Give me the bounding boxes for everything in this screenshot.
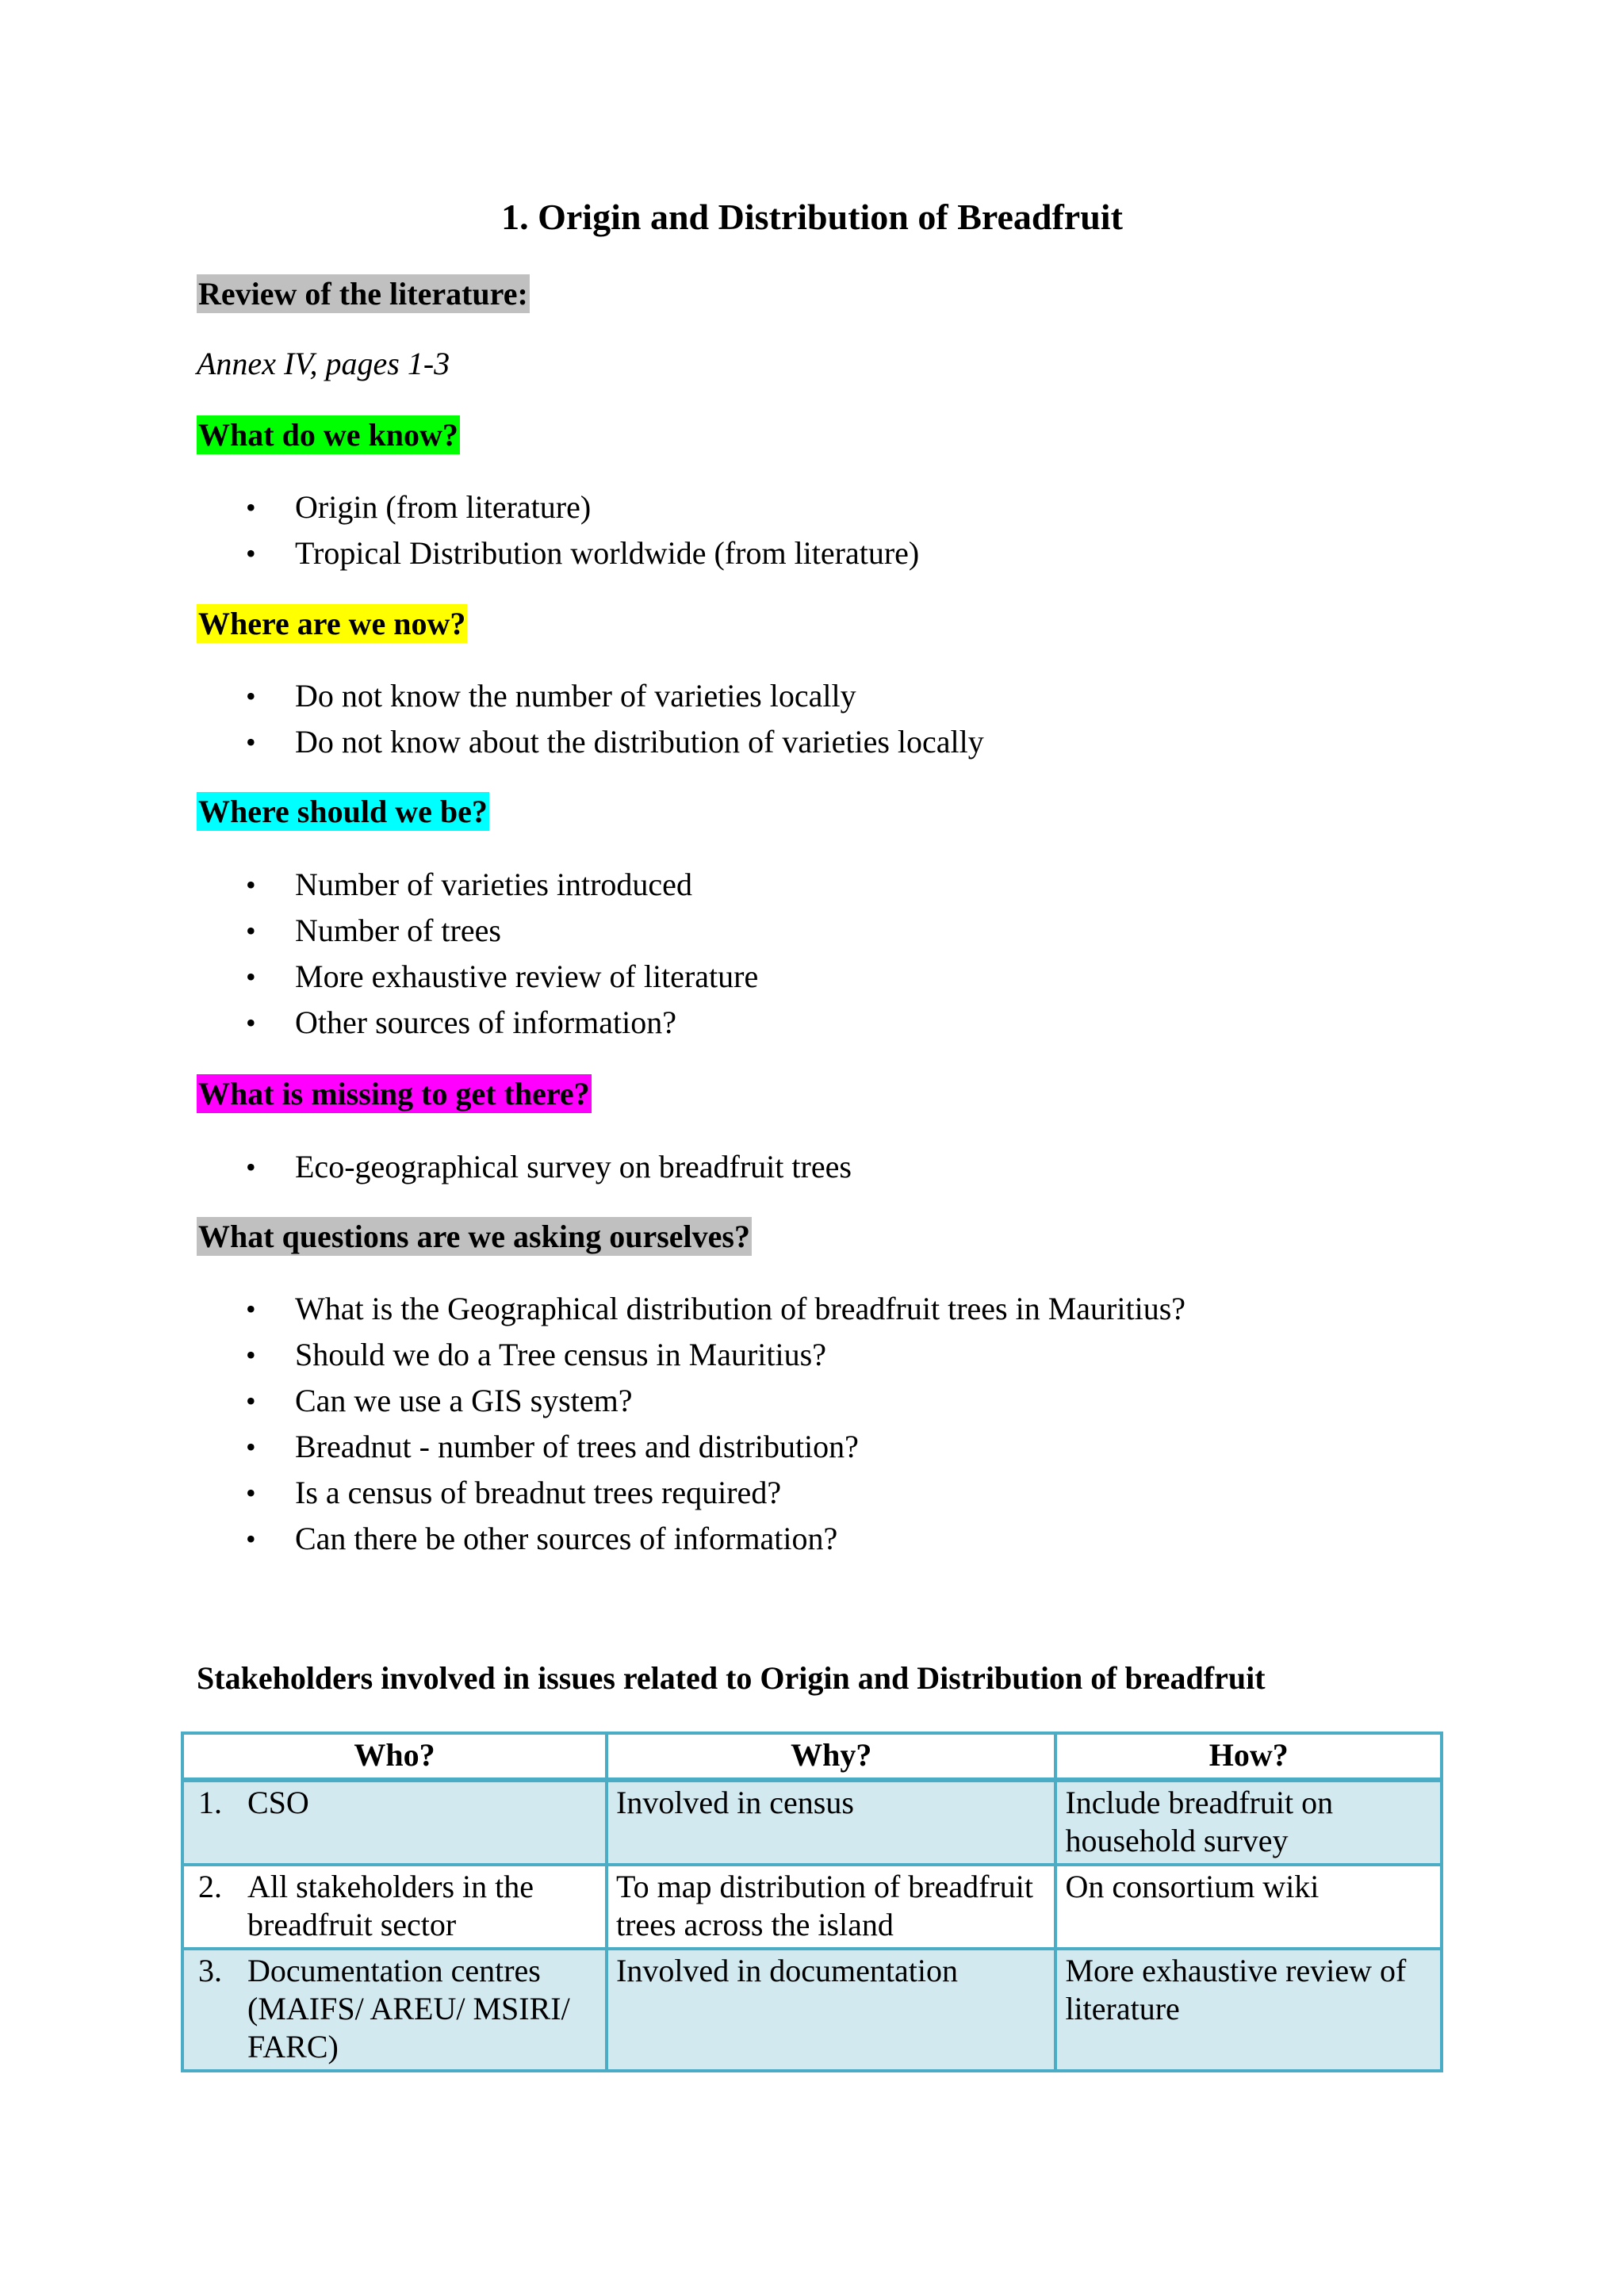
bullet-icon: • <box>246 538 256 569</box>
table-row <box>182 1865 1442 1949</box>
list-item <box>0 530 919 576</box>
row-number: 1. <box>198 1785 222 1820</box>
section-heading-know <box>197 415 460 455</box>
section-heading-text: What do we know? <box>198 417 458 453</box>
stakeholders-table <box>181 1732 1443 2072</box>
list-item-text: Can there be other sources of information? <box>295 1521 838 1556</box>
bullet-icon: • <box>246 1293 256 1325</box>
list-item <box>0 1378 1185 1424</box>
bullet-icon: • <box>246 915 256 947</box>
list-item-text: Origin (from literature) <box>295 489 592 525</box>
list-item-text: Breadnut - number of trees and distribution? <box>295 1429 859 1464</box>
bullet-icon: • <box>246 1151 256 1183</box>
table-row <box>182 1949 1442 2071</box>
list-item <box>0 1286 1185 1332</box>
section-heading-now <box>197 604 467 644</box>
bullet-icon: • <box>246 1431 256 1463</box>
list-item-text: What is the Geographical distribution of breadfruit trees in Mauritius? <box>295 1291 1186 1326</box>
list-item-text: Do not know about the distribution of varieties locally <box>295 724 984 760</box>
bullet-icon: • <box>246 492 256 523</box>
cell-why: To map distribution of breadfruit trees across the island <box>607 1865 1055 1949</box>
section-heading-text: Where should we be? <box>198 794 488 829</box>
list-item <box>0 862 758 908</box>
list-item <box>0 1144 852 1190</box>
list-item-text: Can we use a GIS system? <box>295 1383 633 1418</box>
cell-who-text: All stakeholders in the breadfruit sector <box>247 1869 534 1942</box>
bullet-list-should <box>0 862 758 1046</box>
bullet-icon: • <box>246 961 256 993</box>
list-item-text: Number of trees <box>295 913 501 948</box>
bullet-list-questions <box>0 1286 1185 1562</box>
bullet-list-missing <box>0 1144 852 1190</box>
list-item <box>0 954 758 1000</box>
section-heading-questions <box>197 1217 752 1257</box>
list-item-text: Number of varieties introduced <box>295 867 692 902</box>
list-item <box>0 908 758 954</box>
list-item <box>0 1424 1185 1470</box>
list-item-text: Tropical Distribution worldwide (from literature) <box>295 535 920 571</box>
section-heading-text: What questions are we asking ourselves? <box>198 1219 750 1254</box>
stakeholders-title: Stakeholders involved in issues related to Origin and Distribution of breadfruit <box>197 1660 1266 1696</box>
section-heading-missing <box>197 1074 592 1114</box>
cell-how: Include breadfruit on household survey <box>1055 1780 1442 1865</box>
table-header-row <box>182 1733 1442 1780</box>
cell-why: Involved in census <box>607 1780 1055 1865</box>
page-title: 1. Origin and Distribution of Breadfruit <box>501 197 1123 237</box>
review-heading <box>197 274 530 314</box>
list-item <box>0 719 984 765</box>
cell-who-text: Documentation centres (MAIFS/ AREU/ MSIRI/ FARC) <box>247 1953 570 2064</box>
cell-who-text: CSO <box>247 1785 309 1820</box>
bullet-list-know <box>0 484 919 576</box>
cell-who <box>182 1865 607 1949</box>
bullet-icon: • <box>246 869 256 901</box>
column-header-how: How? <box>1055 1733 1442 1780</box>
list-item <box>0 1332 1185 1378</box>
table-row <box>182 1780 1442 1865</box>
section-heading-text: What is missing to get there? <box>198 1076 590 1112</box>
column-header-why: Why? <box>607 1733 1055 1780</box>
list-item <box>0 1516 1185 1562</box>
bullet-icon: • <box>246 1385 256 1417</box>
cell-who <box>182 1780 607 1865</box>
cell-how: More exhaustive review of literature <box>1055 1949 1442 2071</box>
bullet-icon: • <box>246 1477 256 1509</box>
section-heading-should <box>197 792 489 832</box>
bullet-list-now <box>0 673 984 765</box>
row-number: 2. <box>198 1869 222 1904</box>
list-item-text: Should we do a Tree census in Mauritius? <box>295 1337 826 1372</box>
cell-how: On consortium wiki <box>1055 1865 1442 1949</box>
review-heading-text: Review of the literature: <box>198 276 528 312</box>
list-item <box>0 673 984 719</box>
list-item-text: More exhaustive review of literature <box>295 959 759 994</box>
list-item-text: Eco-geographical survey on breadfruit trees <box>295 1149 852 1184</box>
list-item-text: Is a census of breadnut trees required? <box>295 1475 782 1510</box>
annex-reference: Annex IV, pages 1-3 <box>197 346 450 381</box>
column-header-who: Who? <box>182 1733 607 1780</box>
cell-why: Involved in documentation <box>607 1949 1055 2071</box>
cell-who <box>182 1949 607 2071</box>
list-item <box>0 484 919 530</box>
list-item <box>0 1470 1185 1516</box>
bullet-icon: • <box>246 1339 256 1371</box>
list-item-text: Other sources of information? <box>295 1004 676 1040</box>
row-number: 3. <box>198 1953 222 1988</box>
bullet-icon: • <box>246 726 256 758</box>
bullet-icon: • <box>246 1007 256 1039</box>
bullet-icon: • <box>246 680 256 712</box>
section-heading-text: Where are we now? <box>198 606 466 641</box>
list-item <box>0 1000 758 1046</box>
bullet-icon: • <box>246 1523 256 1555</box>
list-item-text: Do not know the number of varieties locally <box>295 678 856 714</box>
